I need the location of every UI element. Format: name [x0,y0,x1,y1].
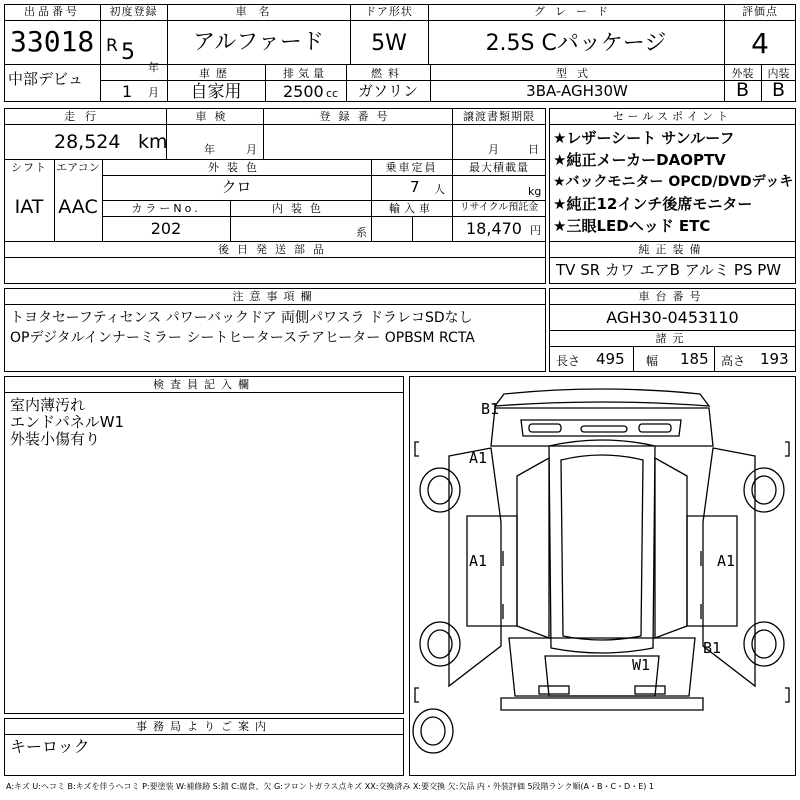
fuel: ガソリン [357,82,418,100]
interior-label: 内装 [767,67,790,80]
recycle-unit: 円 [530,224,541,237]
color-no-label: カラーNo. [131,202,201,215]
sales-points-label: セールスポイント [612,110,732,123]
divider [549,346,796,347]
import-label: 輸入車 [389,202,434,215]
shift-label: シフト [11,161,47,174]
office-note: キーロック [10,737,90,756]
divider [549,257,796,258]
divider [100,80,796,81]
divider [4,734,404,735]
displacement: 2500 [283,82,324,101]
era: R [106,36,118,56]
divider [100,4,101,102]
inspector-note: エンドパネルW1 [10,413,125,431]
int-color-unit: 系 [356,226,367,239]
sales-point: ★バックモニター OPCD/DVDデッキ [553,174,794,190]
length-value: 495 [596,350,625,368]
inspection-month-unit: 月 [246,143,257,156]
sales-point: ★レザーシート サンルーフ [553,129,735,147]
dims-label: 諸元 [655,332,690,345]
lot-no-label: 出品番号 [24,5,80,18]
divider [549,304,796,305]
mileage-unit: km [138,131,168,153]
inspector-note: 室内薄汚れ [10,396,86,414]
width-value: 185 [680,350,709,368]
length-label: 長さ [556,354,581,368]
height-value: 193 [760,350,789,368]
mileage: 28,524 [54,131,121,153]
rear-bumper [501,698,703,710]
exterior-color: クロ [221,178,252,196]
inspection-year-unit: 年 [204,143,215,156]
car-name-label: 車名 [235,5,282,18]
first-reg-label: 初度登録 [109,5,158,18]
chassis-number: AGH30-0453110 [606,308,739,327]
divider [724,20,796,21]
recycle-label: リサイクル預託金 [459,202,539,213]
divider [4,392,404,393]
interior-grade: B [771,79,786,101]
divider [412,216,413,241]
displacement-label: 排気量 [283,67,328,80]
divider [549,241,796,242]
first-reg-month: 1 [122,82,133,101]
tire-right-rear [744,622,784,666]
car-name: アルファード [193,30,324,55]
divider [102,175,546,176]
width-label: 幅 [646,354,659,368]
capacity: 7 [410,178,420,196]
legend: A:キズ U:ヘコミ B:キズを伴うヘコミ P:要塗装 W:補修跡 S:錆 C:腐食、欠 G:フロントガラス点キズ XX:交換済み X:要交換 欠:欠品 内・外装評価 5段階ランク順(A・B・C・D・E) 1 [6,782,655,791]
office-label: 事務局よりご案内 [136,720,272,733]
note-line: トヨタセーフティセンス パワーバックドア 両側パワスラ ドラレコSDなし [10,310,473,326]
divider [4,20,724,21]
transfer-month-unit: 月 [488,143,499,156]
model-label: 型式 [556,67,598,80]
tire-left-front [420,468,460,512]
divider [102,216,546,217]
notes-label: 注意事項欄 [232,290,318,303]
sales-point: ★純正メーカーDAOPTV [553,151,726,169]
divider [549,124,796,125]
divider [4,304,546,305]
month-unit: 月 [148,86,159,99]
equipment-list: TV SR カワ エアB アルミ PS PW [556,261,782,279]
model: 3BA-AGH30W [526,82,628,100]
front-bumper [495,389,709,406]
sales-point: ★三眼LEDヘッド ETC [553,217,711,235]
damage-mark-right-side: A1 [717,552,736,570]
divider [633,346,634,372]
mileage-label: 走行 [64,110,106,123]
divider [4,257,546,258]
first-reg-year: 5 [121,40,135,65]
max-load-unit: kg [528,185,542,198]
color-number: 202 [150,219,182,238]
divider [4,159,546,160]
capacity-unit: 人 [434,183,445,196]
recycle-amount: 18,470 [466,219,522,238]
transfer-label: 譲渡書類期限 [463,110,535,123]
damage-mark-left-side: A1 [469,552,488,570]
height-label: 高さ [721,354,746,368]
damage-mark-front: B1 [481,400,500,418]
transfer-day-unit: 日 [528,143,539,156]
history-label: 車歴 [199,67,233,80]
max-load-label: 最大積載量 [469,161,529,174]
sales-point: ★純正12インチ後席モニター [553,195,753,213]
divider [549,330,796,331]
lot-number: 33018 [10,25,95,58]
note-line: OPデジタルインナーミラー シートヒーターステアヒーター OPBSM RCTA [10,330,475,346]
roof-outline [549,440,655,653]
car-diagram [409,376,796,776]
int-color-label: 内装色 [272,202,329,215]
ext-color-label: 外装色 [208,161,265,174]
inspector-label: 検査員記入欄 [153,378,255,391]
inspector-note: 外装小傷有り [10,430,101,448]
capacity-label: 乗車定員 [385,161,438,174]
shift: IAT [14,196,44,218]
tire-left-rear [420,622,460,666]
door-type: 5W [371,31,407,56]
later-parts-label: 後日発送部品 [218,243,332,256]
venue-name: 中部デビュ [8,70,84,88]
inspection-label: 車検 [195,110,234,123]
divider [4,241,546,242]
exterior-grade: B [735,79,750,101]
chassis-label: 車台番号 [638,290,707,303]
fuel-label: 燃料 [371,67,405,80]
damage-mark-left-front: A1 [469,449,488,467]
damage-mark-right-rear: B1 [703,639,722,657]
year-unit: 年 [148,61,159,74]
rear-section [509,638,695,696]
spare-tire [413,709,453,753]
damage-mark-rear: W1 [632,656,651,674]
grade: 2.5S Cパッケージ [485,31,667,56]
divider [714,346,715,372]
air-conditioner: AAC [58,196,98,218]
displacement-unit: cc [326,87,339,100]
ac-label: エアコン [56,161,100,174]
grade-label: グレード [534,5,618,18]
exterior-label: 外装 [731,67,754,80]
score: 4 [751,27,769,60]
reg-no-label: 登録番号 [319,110,396,123]
divider [102,200,546,201]
door-label: ドア形状 [365,5,413,18]
equipment-label: 純正装備 [638,243,707,256]
score-label: 評価点 [742,5,778,18]
history: 自家用 [190,82,242,102]
tire-right-front [744,468,784,512]
divider [4,124,546,125]
